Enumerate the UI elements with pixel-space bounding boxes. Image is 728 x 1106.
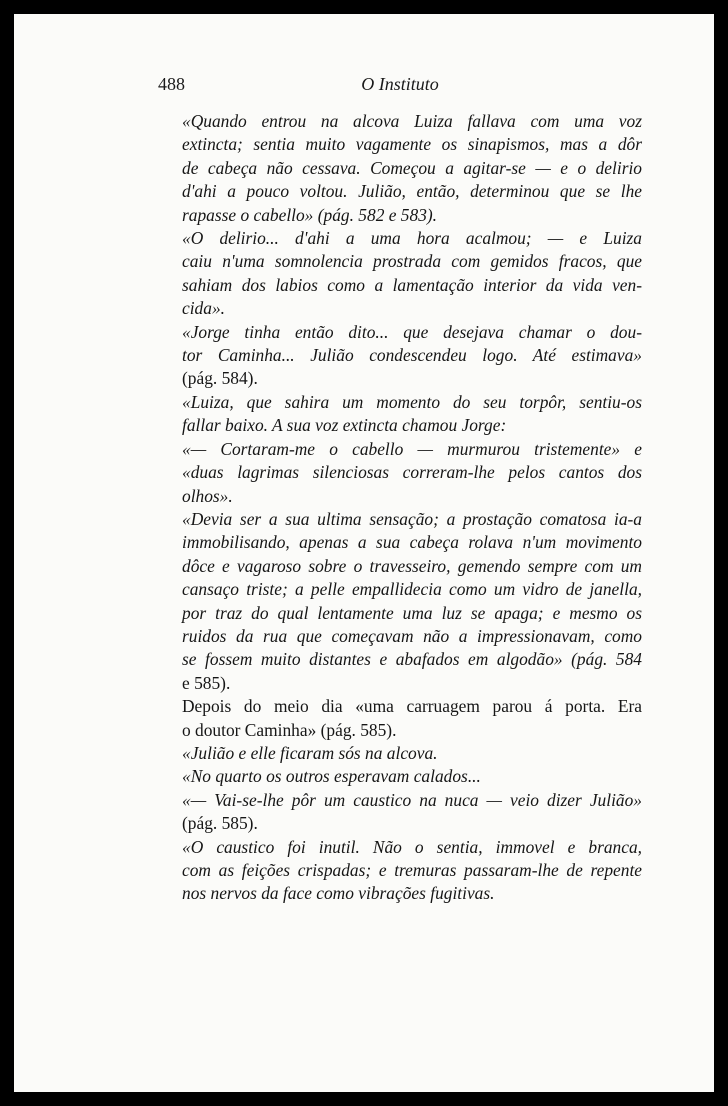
text-line: «duas lagrimas silenciosas correram-lhe pelos cantos dos <box>182 462 642 483</box>
text-line: (pág. 585). <box>182 813 258 834</box>
text-line: «— Cortaram-me o cabello — murmurou tristemente» e <box>182 438 642 459</box>
text-line: «Julião e elle ficaram sós na alcova. <box>182 742 438 763</box>
text-line: olhos». <box>182 485 233 506</box>
text-line: com as feições crispadas; e tremuras passaram-lhe de repente <box>182 860 642 880</box>
text-line: cida». <box>182 298 225 319</box>
page-number: 488 <box>158 74 185 94</box>
text-line: nos nervos da face como vibrações fugitivas. <box>182 883 495 904</box>
body-text <box>158 110 642 906</box>
text-line: extincta; sentia muito vagamente os sinapismos, mas a dôr <box>182 134 642 155</box>
text-line: «O delirio... d'ahi a uma hora acalmou; — e Luiza <box>182 228 642 249</box>
text-line: caiu n'uma somnolencia prostrada com gemidos fracos, que <box>182 251 642 272</box>
text-line: «— Vai-se-lhe pôr um caustico na nuca — veio dizer Julião» <box>182 789 642 810</box>
paragraph <box>158 110 642 227</box>
text-line: de cabeça não cessava. Começou a agitar-se — e o delirio <box>182 157 642 178</box>
text-line: «O caustico foi inutil. Não o sentia, immovel e branca, <box>182 836 642 857</box>
paragraph <box>158 765 642 788</box>
text-line: immobilisando, apenas a sua cabeça rolava n'um movimento <box>182 532 642 553</box>
text-line: o doutor Caminha» (pág. 585). <box>182 719 397 740</box>
text-line: se fossem muito distantes e abafados em algodão» (pág. 584 <box>182 649 642 670</box>
paragraph <box>158 789 642 836</box>
text-line: tor Caminha... Julião condescendeu logo. Até estimava» <box>182 345 642 366</box>
book-page <box>14 14 714 1092</box>
paragraph <box>158 836 642 906</box>
running-title: O Instituto <box>361 74 439 94</box>
text-line: d'ahi a pouco voltou. Julião, então, determinou que se lhe <box>182 181 642 202</box>
paragraph <box>158 321 642 391</box>
paragraph <box>158 227 642 321</box>
text-line: «Quando entrou na alcova Luiza fallava com uma voz <box>182 111 642 131</box>
text-line: (pág. 584). <box>182 368 258 389</box>
text-line: Depois do meio dia «uma carruagem parou á porta. Era <box>182 696 642 717</box>
paragraph <box>158 438 642 508</box>
text-line: cansaço triste; a pelle empallidecia como um vidro de janella, <box>182 579 642 600</box>
text-line: «Luiza, que sahira um momento do seu torpôr, sentiu-os <box>182 391 642 412</box>
text-line: por traz do qual lentamente uma luz se apaga; e mesmo os <box>182 602 642 623</box>
text-line: «No quarto os outros esperavam calados... <box>182 766 481 787</box>
text-line: e 585). <box>182 672 231 693</box>
text-line: ruidos da rua que começavam não a impressionavam, como <box>182 625 642 646</box>
text-line: fallar baixo. A sua voz extincta chamou Jorge: <box>182 415 507 436</box>
paragraph <box>158 695 642 742</box>
paragraph <box>158 508 642 695</box>
text-line: «Devia ser a sua ultima sensação; a prostação comatosa ia-a <box>182 508 642 529</box>
text-line: rapasse o cabello» (pág. 582 e 583). <box>182 204 438 225</box>
paragraph <box>158 391 642 438</box>
text-line: dôce e vagaroso sobre o travesseiro, gemendo sempre com um <box>182 555 642 576</box>
page-header <box>158 74 642 104</box>
text-line: «Jorge tinha então dito... que desejava chamar o dou- <box>182 321 642 342</box>
paragraph <box>158 742 642 765</box>
text-line: sahiam dos labios como a lamentação interior da vida ven- <box>182 274 642 295</box>
